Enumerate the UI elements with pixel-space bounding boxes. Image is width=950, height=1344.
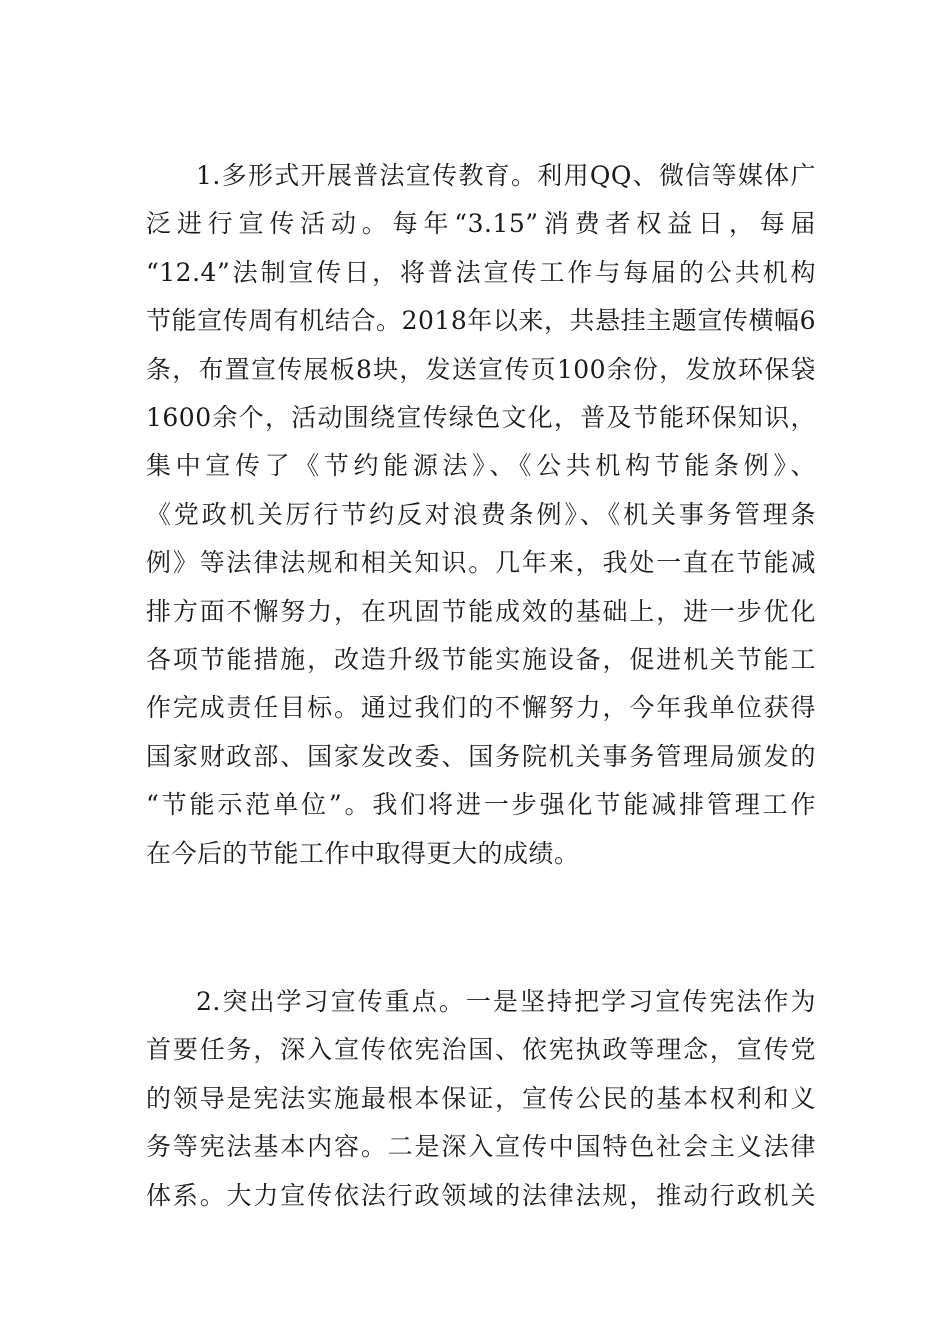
text-line: 体系。大力宣传依法行政领域的法律法规，推动行政机关 bbox=[146, 1180, 816, 1210]
text-line: 首要任务，深入宣传依宪治国、依宪执政等理念，宣传党 bbox=[146, 1035, 816, 1065]
text-line: “12.4”法制宣传日，将普法宣传工作与每届的公共机构 bbox=[146, 257, 816, 287]
text-line: 排方面不懈努力，在巩固节能成效的基础上，进一步优化 bbox=[146, 596, 816, 626]
text-line: 1600余个，活动围绕宣传绿色文化，普及节能环保知识， bbox=[146, 403, 816, 433]
text-line: “节能示范单位”。我们将进一步强化节能减排管理工作 bbox=[146, 790, 816, 820]
text-line: 2.突出学习宣传重点。一是坚持把学习宣传宪法作为 bbox=[196, 987, 816, 1016]
text-line: 各项节能措施，改造升级节能实施设备，促进机关节能工 bbox=[146, 645, 816, 675]
text-line: 国家财政部、国家发改委、国务院机关事务管理局颁发的 bbox=[146, 741, 816, 771]
text-line: 作完成责任目标。通过我们的不懈努力，今年我单位获得 bbox=[146, 693, 816, 723]
text-line: 务等宪法基本内容。二是深入宣传中国特色社会主义法律 bbox=[146, 1132, 816, 1162]
text-line: 节能宣传周有机结合。2018年以来，共悬挂主题宣传横幅6 bbox=[146, 306, 816, 336]
text-line: 《党政机关厉行节约反对浪费条例》、《机关事务管理条 bbox=[146, 499, 816, 529]
text-line: 条，布置宣传展板8块，发送宣传页100余份，发放环保袋 bbox=[146, 354, 816, 384]
paragraph-1 bbox=[146, 152, 816, 878]
text-line: 1.多形式开展普法宣传教育。利用QQ、微信等媒体广 bbox=[196, 161, 816, 190]
text-line: 例》等法律法规和相关知识。几年来，我处一直在节能减 bbox=[146, 548, 816, 578]
text-line: 在今后的节能工作中取得更大的成绩。 bbox=[146, 838, 580, 868]
text-line: 集中宣传了《节约能源法》、《公共机构节能条例》、 bbox=[146, 451, 816, 481]
paragraph-2 bbox=[146, 978, 816, 1220]
text-line: 的领导是宪法实施最根本保证，宣传公民的基本权利和义 bbox=[146, 1083, 816, 1113]
text-line: 泛进行宣传活动。每年“3.15”消费者权益日，每届 bbox=[146, 209, 816, 239]
